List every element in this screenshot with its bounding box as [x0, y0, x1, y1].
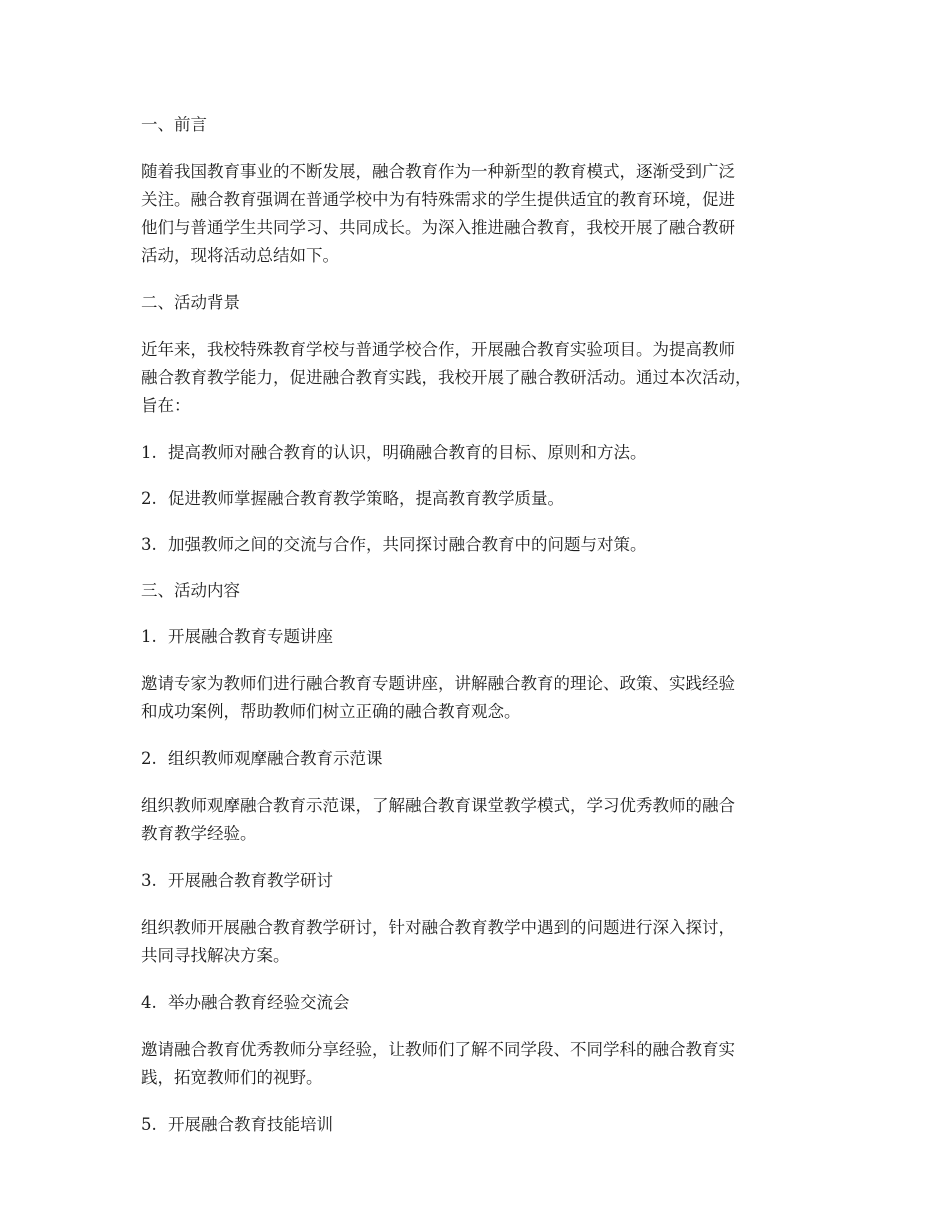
paragraph-line: 活动，现将活动总结如下。: [141, 246, 339, 265]
activity-title-text: 组织教师观摩融合教育示范课: [168, 749, 383, 768]
goal-item: [141, 440, 831, 466]
paragraph-line: 他们与普通学生共同学习、共同成长。为深入推进融合教育，我校开展了融合教研: [141, 218, 735, 237]
paragraph-line: 近年来，我校特殊教育学校与普通学校合作，开展融合教育实验项目。为提高教师: [141, 340, 735, 359]
goal-text: 加强教师之间的交流与合作，共同探讨融合教育中的问题与对策。: [168, 535, 647, 554]
goal-number: 1.: [141, 443, 157, 462]
activity-title: [141, 990, 831, 1016]
goal-number: 2.: [141, 489, 157, 508]
activity-number: 2.: [141, 749, 157, 768]
paragraph-line: 随着我国教育事业的不断发展，融合教育作为一种新型的教育模式，逐渐受到广泛: [141, 162, 735, 181]
activity-title: [141, 868, 831, 894]
activity-title: [141, 624, 831, 650]
document-page: [141, 112, 831, 1158]
goal-item: [141, 486, 831, 512]
activity-description: [141, 1036, 831, 1092]
goal-text: 提高教师对融合教育的认识，明确融合教育的目标、原则和方法。: [168, 443, 647, 462]
paragraph-line: 旨在：: [141, 396, 191, 415]
activity-title-text: 开展融合教育教学研讨: [168, 871, 333, 890]
section-heading-background: 二、活动背景: [141, 293, 240, 312]
activity-description: [141, 914, 831, 970]
paragraph-line: 教育教学经验。: [141, 824, 257, 843]
paragraph-line: 融合教育教学能力，促进融合教育实践，我校开展了融合教研活动。通过本次活动，: [141, 368, 752, 387]
activity-description: [141, 792, 831, 848]
activity-number: 3.: [141, 871, 157, 890]
paragraph-line: 组织教师开展融合教育教学研讨，针对融合教育教学中遇到的问题进行深入探讨，: [141, 918, 735, 937]
paragraph-line: 关注。融合教育强调在普通学校中为有特殊需求的学生提供适宜的教育环境，促进: [141, 190, 735, 209]
activity-number: 4.: [141, 993, 157, 1012]
activity-title: [141, 746, 831, 772]
paragraph-line: 组织教师观摩融合教育示范课，了解融合教育课堂教学模式，学习优秀教师的融合: [141, 796, 735, 815]
activity-number: 5.: [141, 1115, 157, 1134]
goal-number: 3.: [141, 535, 157, 554]
section-heading-content: 三、活动内容: [141, 581, 240, 600]
paragraph-preface: [141, 158, 831, 270]
section-heading-preface: 一、前言: [141, 115, 207, 134]
activity-title-text: 举办融合教育经验交流会: [168, 993, 350, 1012]
activity-title-text: 开展融合教育专题讲座: [168, 627, 333, 646]
goal-item: [141, 532, 831, 558]
paragraph-line: 践，拓宽教师们的视野。: [141, 1068, 323, 1087]
paragraph-line: 邀请融合教育优秀教师分享经验，让教师们了解不同学段、不同学科的融合教育实: [141, 1040, 735, 1059]
goal-text: 促进教师掌握融合教育教学策略，提高教育教学质量。: [168, 489, 564, 508]
activity-number: 1.: [141, 627, 157, 646]
paragraph-background: [141, 336, 831, 420]
activity-title: [141, 1112, 831, 1138]
paragraph-line: 邀请专家为教师们进行融合教育专题讲座，讲解融合教育的理论、政策、实践经验: [141, 674, 735, 693]
paragraph-line: 和成功案例，帮助教师们树立正确的融合教育观念。: [141, 702, 521, 721]
activity-title-text: 开展融合教育技能培训: [168, 1115, 333, 1134]
activity-description: [141, 670, 831, 726]
paragraph-line: 共同寻找解决方案。: [141, 946, 290, 965]
